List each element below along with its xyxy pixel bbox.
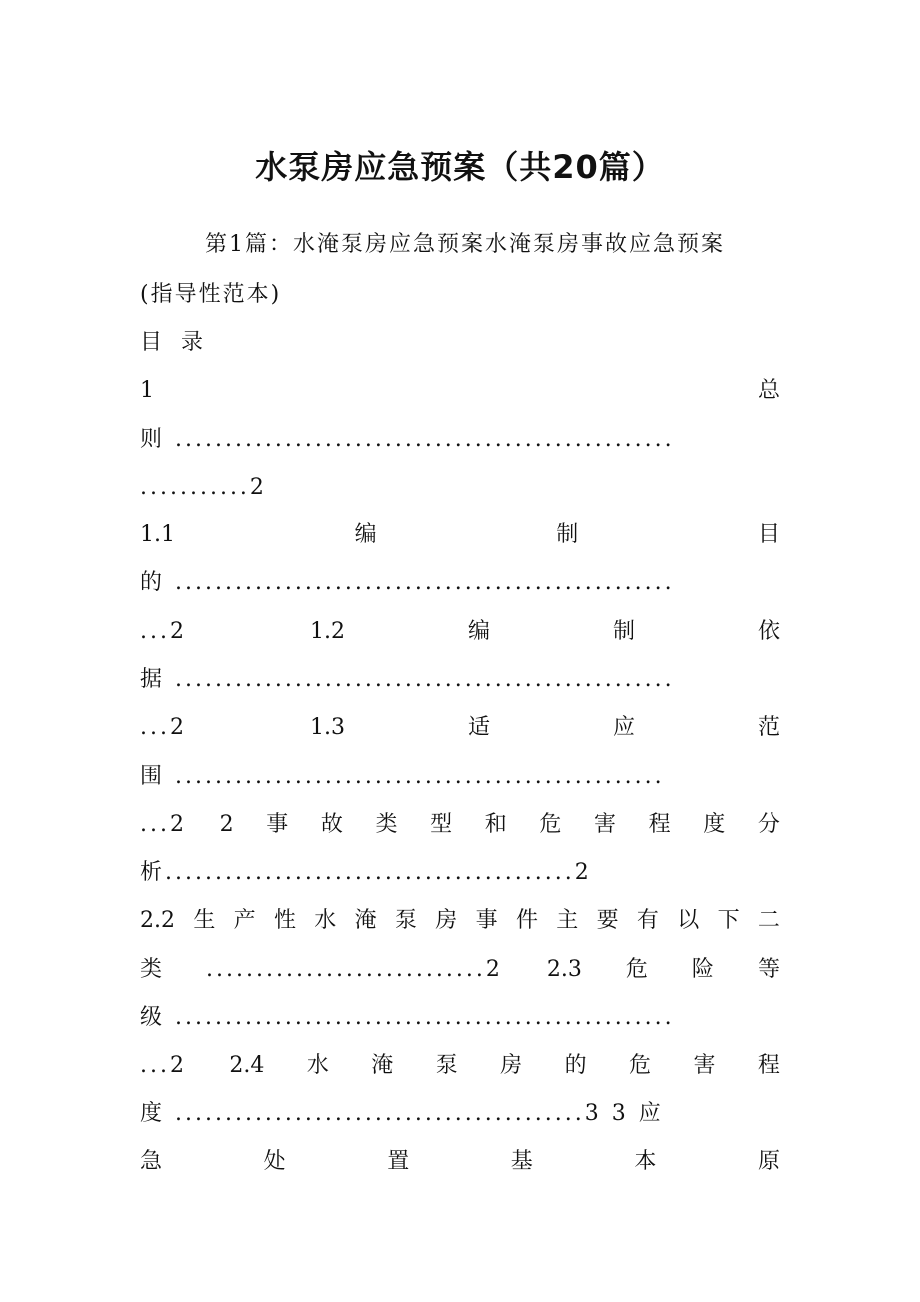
toc-text: 害 (593, 812, 616, 837)
toc-text: 2 (219, 812, 234, 837)
toc-line (140, 955, 780, 985)
toc-text: 度 (703, 812, 726, 837)
toc-text: 危 (629, 1053, 652, 1078)
document-title: 水泵房应急预案（共20篇） (255, 148, 665, 186)
toc-line (140, 376, 780, 406)
toc-text: 总 (757, 378, 780, 403)
toc-text: 应 (612, 715, 635, 740)
toc-text: 性 (273, 908, 296, 933)
toc-text: 故 (320, 812, 343, 837)
toc-text: 类 (140, 957, 163, 982)
toc-text: 2.3 (546, 957, 582, 982)
toc-text: 等 (757, 957, 780, 982)
toc-text: 事 (475, 908, 498, 933)
toc-text: 以 (677, 908, 700, 933)
chapter-heading: 第1篇：水淹泵房应急预案水淹泵房事故应急预案 (205, 232, 725, 257)
toc-text: 泵 (394, 908, 417, 933)
toc-text: 置 (387, 1149, 410, 1174)
toc-text: 水 (306, 1053, 329, 1078)
toc-line: 则 .................................................. (140, 427, 675, 452)
toc-text: 1 (140, 378, 154, 403)
toc-text: ...2 (140, 619, 187, 644)
toc-text: 编 (467, 619, 490, 644)
toc-line (140, 810, 780, 840)
toc-text: 的 (564, 1053, 587, 1078)
toc-text: 要 (596, 908, 619, 933)
toc-text: 处 (263, 1149, 286, 1174)
toc-text: 危 (625, 957, 648, 982)
toc-line: 析.........................................2 (140, 860, 592, 885)
toc-text: 二 (757, 908, 780, 933)
toc-text: ...2 (140, 715, 187, 740)
toc-line: 度 .........................................3 3 应 (140, 1101, 664, 1126)
toc-text: 危 (539, 812, 562, 837)
toc-text: 生 (193, 908, 216, 933)
toc-text: 制 (556, 522, 579, 547)
toc-text: 编 (354, 522, 377, 547)
toc-line: 级 .................................................. (140, 1005, 675, 1030)
toc-line: 的 .................................................. (140, 570, 675, 595)
toc-text: 有 (636, 908, 659, 933)
toc-line (140, 1051, 780, 1081)
toc-line (140, 713, 780, 743)
toc-text: ...2 (140, 1053, 187, 1078)
toc-text: 淹 (371, 1053, 394, 1078)
toc-line (140, 1147, 780, 1177)
toc-text: ...2 (140, 812, 187, 837)
toc-text: 范 (757, 715, 780, 740)
toc-text: 下 (717, 908, 740, 933)
toc-line (140, 617, 780, 647)
toc-text: 型 (430, 812, 453, 837)
toc-text: 事 (266, 812, 289, 837)
toc-text: 泵 (435, 1053, 458, 1078)
toc-text: 目 (757, 522, 780, 547)
toc-text: 基 (510, 1149, 533, 1174)
toc-line: ...........2 (140, 475, 267, 500)
toc-text: 件 (515, 908, 538, 933)
toc-text: 类 (375, 812, 398, 837)
toc-text: 和 (484, 812, 507, 837)
toc-text: 急 (140, 1149, 163, 1174)
toc-text: 主 (556, 908, 579, 933)
toc-text: 制 (612, 619, 635, 644)
toc-text: 房 (435, 908, 458, 933)
toc-text: 水 (314, 908, 337, 933)
text-line: (指导性范本) (140, 282, 282, 307)
toc-text: 产 (233, 908, 256, 933)
toc-text: 1.1 (140, 522, 175, 547)
toc-text: 1.3 (309, 715, 345, 740)
toc-text: 险 (691, 957, 714, 982)
toc-heading: 目 录 (140, 330, 209, 355)
toc-text: 害 (693, 1053, 716, 1078)
toc-line (140, 906, 780, 936)
toc-text: 本 (634, 1149, 657, 1174)
toc-text: 原 (757, 1149, 780, 1174)
toc-text: 淹 (354, 908, 377, 933)
toc-text: 2.2 (140, 908, 175, 933)
toc-text: 程 (648, 812, 671, 837)
toc-text: 2.4 (229, 1053, 265, 1078)
toc-text: 房 (500, 1053, 523, 1078)
toc-line (140, 520, 780, 550)
toc-line: 据 .................................................. (140, 667, 675, 692)
toc-text: 程 (757, 1053, 780, 1078)
toc-line: 围 ................................................. (140, 764, 665, 789)
toc-text: 分 (757, 812, 780, 837)
toc-text: ............................2 (206, 957, 503, 982)
toc-text: 适 (467, 715, 490, 740)
toc-text: 依 (757, 619, 780, 644)
toc-text: 1.2 (309, 619, 345, 644)
